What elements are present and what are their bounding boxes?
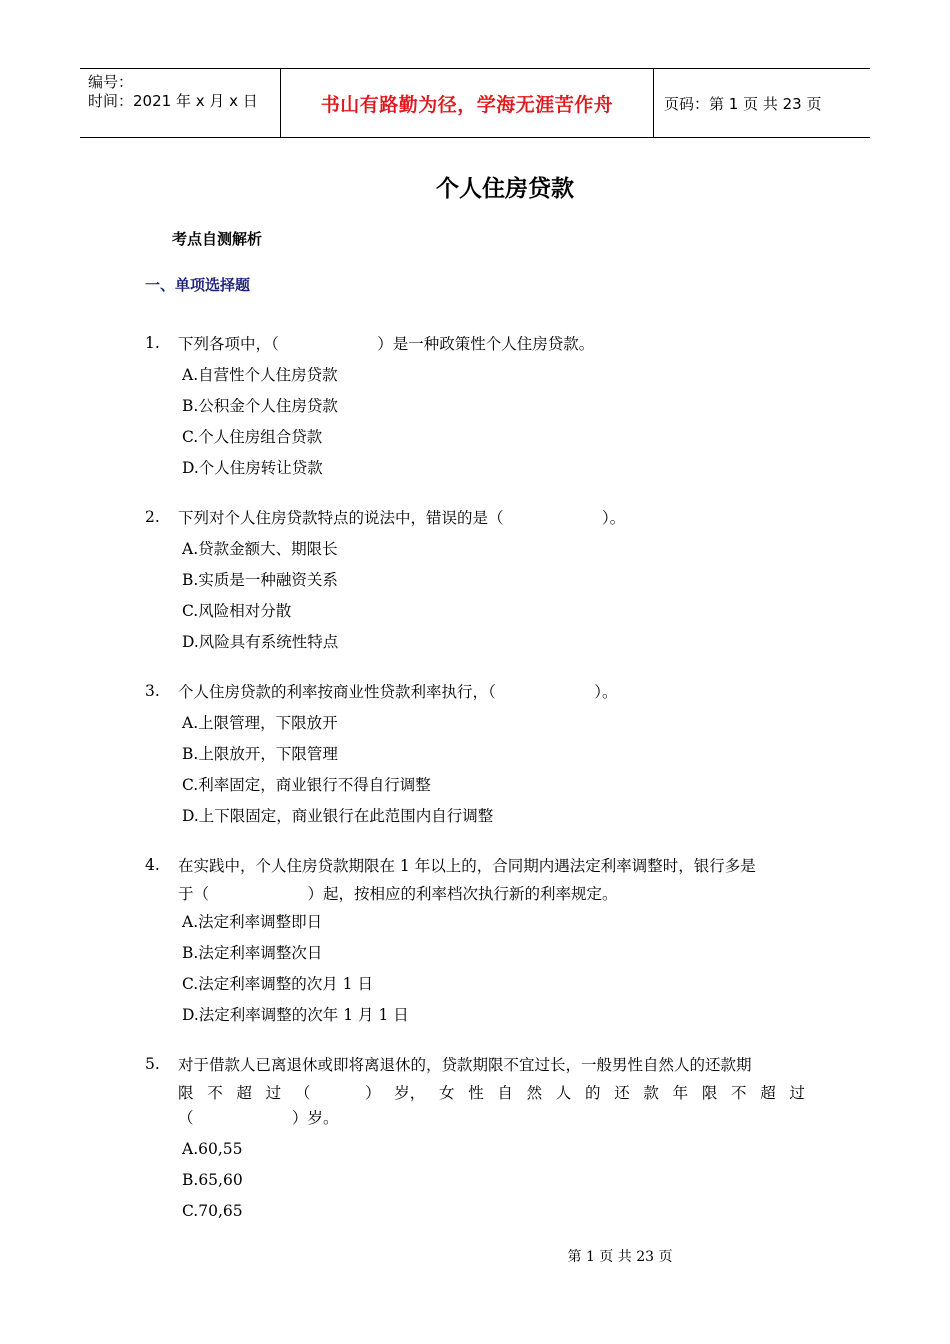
header-page-info: 页码：第 1 页 共 23 页 [664, 94, 822, 113]
question-3 [145, 675, 805, 830]
justified-char: （ [294, 1083, 311, 1102]
option-a: A.自营性个人住房贷款 [182, 365, 338, 384]
option-a: A.上限管理，下限放开 [182, 713, 338, 732]
question-1 [145, 327, 805, 482]
option-d: D.个人住房转让贷款 [182, 458, 323, 477]
question-4 [145, 849, 805, 1029]
justified-char: ） [365, 1083, 381, 1102]
question-text: 下列各项中，（ ）是一种政策性个人住房贷款。 [178, 334, 595, 353]
question-text-justified [145, 1079, 805, 1104]
option-b: B.上限放开，下限管理 [182, 744, 338, 763]
document-title: 个人住房贷款 [436, 176, 574, 202]
justified-char: 过 [265, 1083, 282, 1102]
option-b: B.65,60 [182, 1170, 243, 1189]
justified-char: 然 [526, 1083, 543, 1102]
option-b: B.公积金个人住房贷款 [182, 396, 338, 415]
question-number: 1. [145, 333, 160, 352]
question-text: 个人住房贷款的利率按商业性贷款利率执行，（ ）。 [178, 682, 618, 701]
justified-char: 限 [701, 1083, 718, 1102]
justified-char: 的 [585, 1083, 601, 1102]
question-text: 在实践中，个人住房贷款期限在 1 年以上的，合同期内遇法定利率调整时，银行多是 [178, 856, 756, 875]
justified-char: 限 [178, 1083, 194, 1102]
question-2 [145, 501, 805, 656]
question-number: 4. [145, 855, 160, 874]
justified-char: 性 [468, 1083, 484, 1102]
justified-char: 还 [614, 1083, 630, 1102]
justified-char: 岁， [394, 1083, 426, 1102]
justified-char: 不 [731, 1083, 747, 1102]
page-footer: 第 1 页 共 23 页 [567, 1249, 673, 1265]
justified-char: 款 [643, 1083, 659, 1102]
justified-char: 超 [760, 1083, 776, 1102]
page-header [80, 68, 870, 138]
section-heading: 一、单项选择题 [145, 276, 251, 294]
document-subtitle: 考点自测解析 [172, 230, 263, 248]
question-text: 下列对个人住房贷款特点的说法中，错误的是（ ）。 [178, 508, 626, 527]
header-motto: 书山有路勤为径，学海无涯苦作舟 [281, 69, 654, 137]
question-5 [145, 1048, 805, 1226]
option-c: C.风险相对分散 [182, 601, 292, 620]
option-a: A.贷款金额大、期限长 [182, 539, 338, 558]
question-text: 对于借款人已离退休或即将离退休的，贷款期限不宜过长，一般男性自然人的还款期 [178, 1055, 752, 1074]
option-a: A.60,55 [182, 1139, 243, 1158]
option-b: B.法定利率调整次日 [182, 943, 323, 962]
time-label: 时间：2021 年 x 月 x 日 [88, 92, 258, 110]
header-meta [80, 69, 281, 137]
justified-char: 自 [497, 1083, 513, 1102]
option-d: D.上下限固定，商业银行在此范围内自行调整 [182, 806, 494, 825]
justified-char: 过 [789, 1083, 805, 1102]
option-a: A.法定利率调整即日 [182, 912, 323, 931]
question-text-continued: 于（ ）起，按相应的利率档次执行新的利率规定。 [178, 884, 618, 903]
number-label: 编号： [88, 73, 134, 91]
option-b: B.实质是一种融资关系 [182, 570, 338, 589]
option-c: C.个人住房组合贷款 [182, 427, 323, 446]
option-d: D.法定利率调整的次年 1 月 1 日 [182, 1005, 409, 1024]
question-text-continued: （ ）岁。 [178, 1108, 339, 1127]
option-c: C.利率固定，商业银行不得自行调整 [182, 775, 431, 794]
justified-char: 年 [672, 1083, 689, 1102]
option-c: C.70,65 [182, 1201, 243, 1220]
justified-char: 超 [236, 1083, 252, 1102]
question-number: 2. [145, 507, 160, 526]
justified-char: 不 [207, 1083, 223, 1102]
question-number: 3. [145, 681, 160, 700]
option-c: C.法定利率调整的次月 1 日 [182, 974, 373, 993]
justified-char: 人 [555, 1083, 572, 1102]
justified-char: 女 [438, 1083, 455, 1102]
question-number: 5. [145, 1054, 160, 1073]
option-d: D.风险具有系统性特点 [182, 632, 339, 651]
